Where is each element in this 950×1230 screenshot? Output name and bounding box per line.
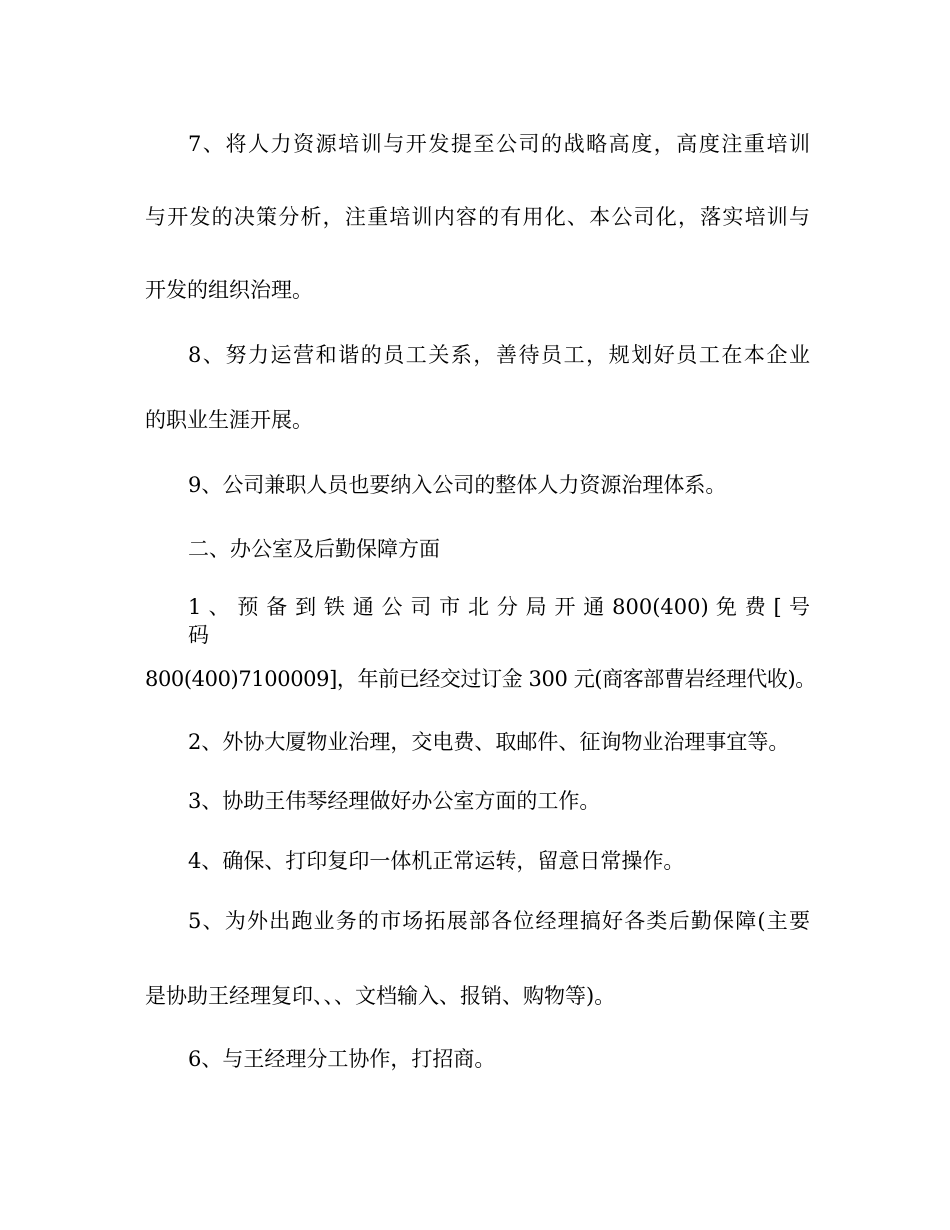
section-heading-office: 二、办公室及后勤保障方面: [188, 537, 440, 561]
paragraph-8-line-1: 8、努力运营和谐的员工关系，善待员工，规划好员工在本企业: [188, 343, 810, 367]
paragraph-8-line-2: 的职业生涯开展。: [145, 408, 313, 432]
office-item-6: 6、与王经理分工协作，打招商。: [188, 1047, 496, 1071]
office-item-1-line-1: 1 、 预 备 到 铁 通 公 司 市 北 分 局 开 通 800(400) 免 费 [ 号 码: [188, 595, 810, 647]
paragraph-9: 9、公司兼职人员也要纳入公司的整体人力资源治理体系。: [188, 473, 727, 497]
office-item-4: 4、确保、打印复印一体机正常运转，留意日常操作。: [188, 849, 685, 873]
paragraph-7-line-3: 开发的组织治理。: [145, 278, 313, 302]
paragraph-7-line-1: 7、将人力资源培训与开发提至公司的战略高度，高度注重培训: [188, 132, 810, 156]
office-item-3: 3、协助王伟琴经理做好办公室方面的工作。: [188, 789, 601, 813]
paragraph-7-line-2: 与开发的决策分析，注重培训内容的有用化、本公司化，落实培训与: [145, 205, 810, 229]
office-item-1-line-2: 800(400)7100009]，年前已经交过订金 300 元(商客部曹岩经理代收)。: [145, 667, 816, 691]
office-item-5-line-2: 是协助王经理复印、、、文档输入、报销、购物等)。: [145, 984, 616, 1008]
office-item-5-line-1: 5、为外出跑业务的市场拓展部各位经理搞好各类后勤保障(主要: [188, 909, 810, 933]
office-item-2: 2、外协大厦物业治理，交电费、取邮件、征询物业治理事宜等。: [188, 730, 790, 754]
